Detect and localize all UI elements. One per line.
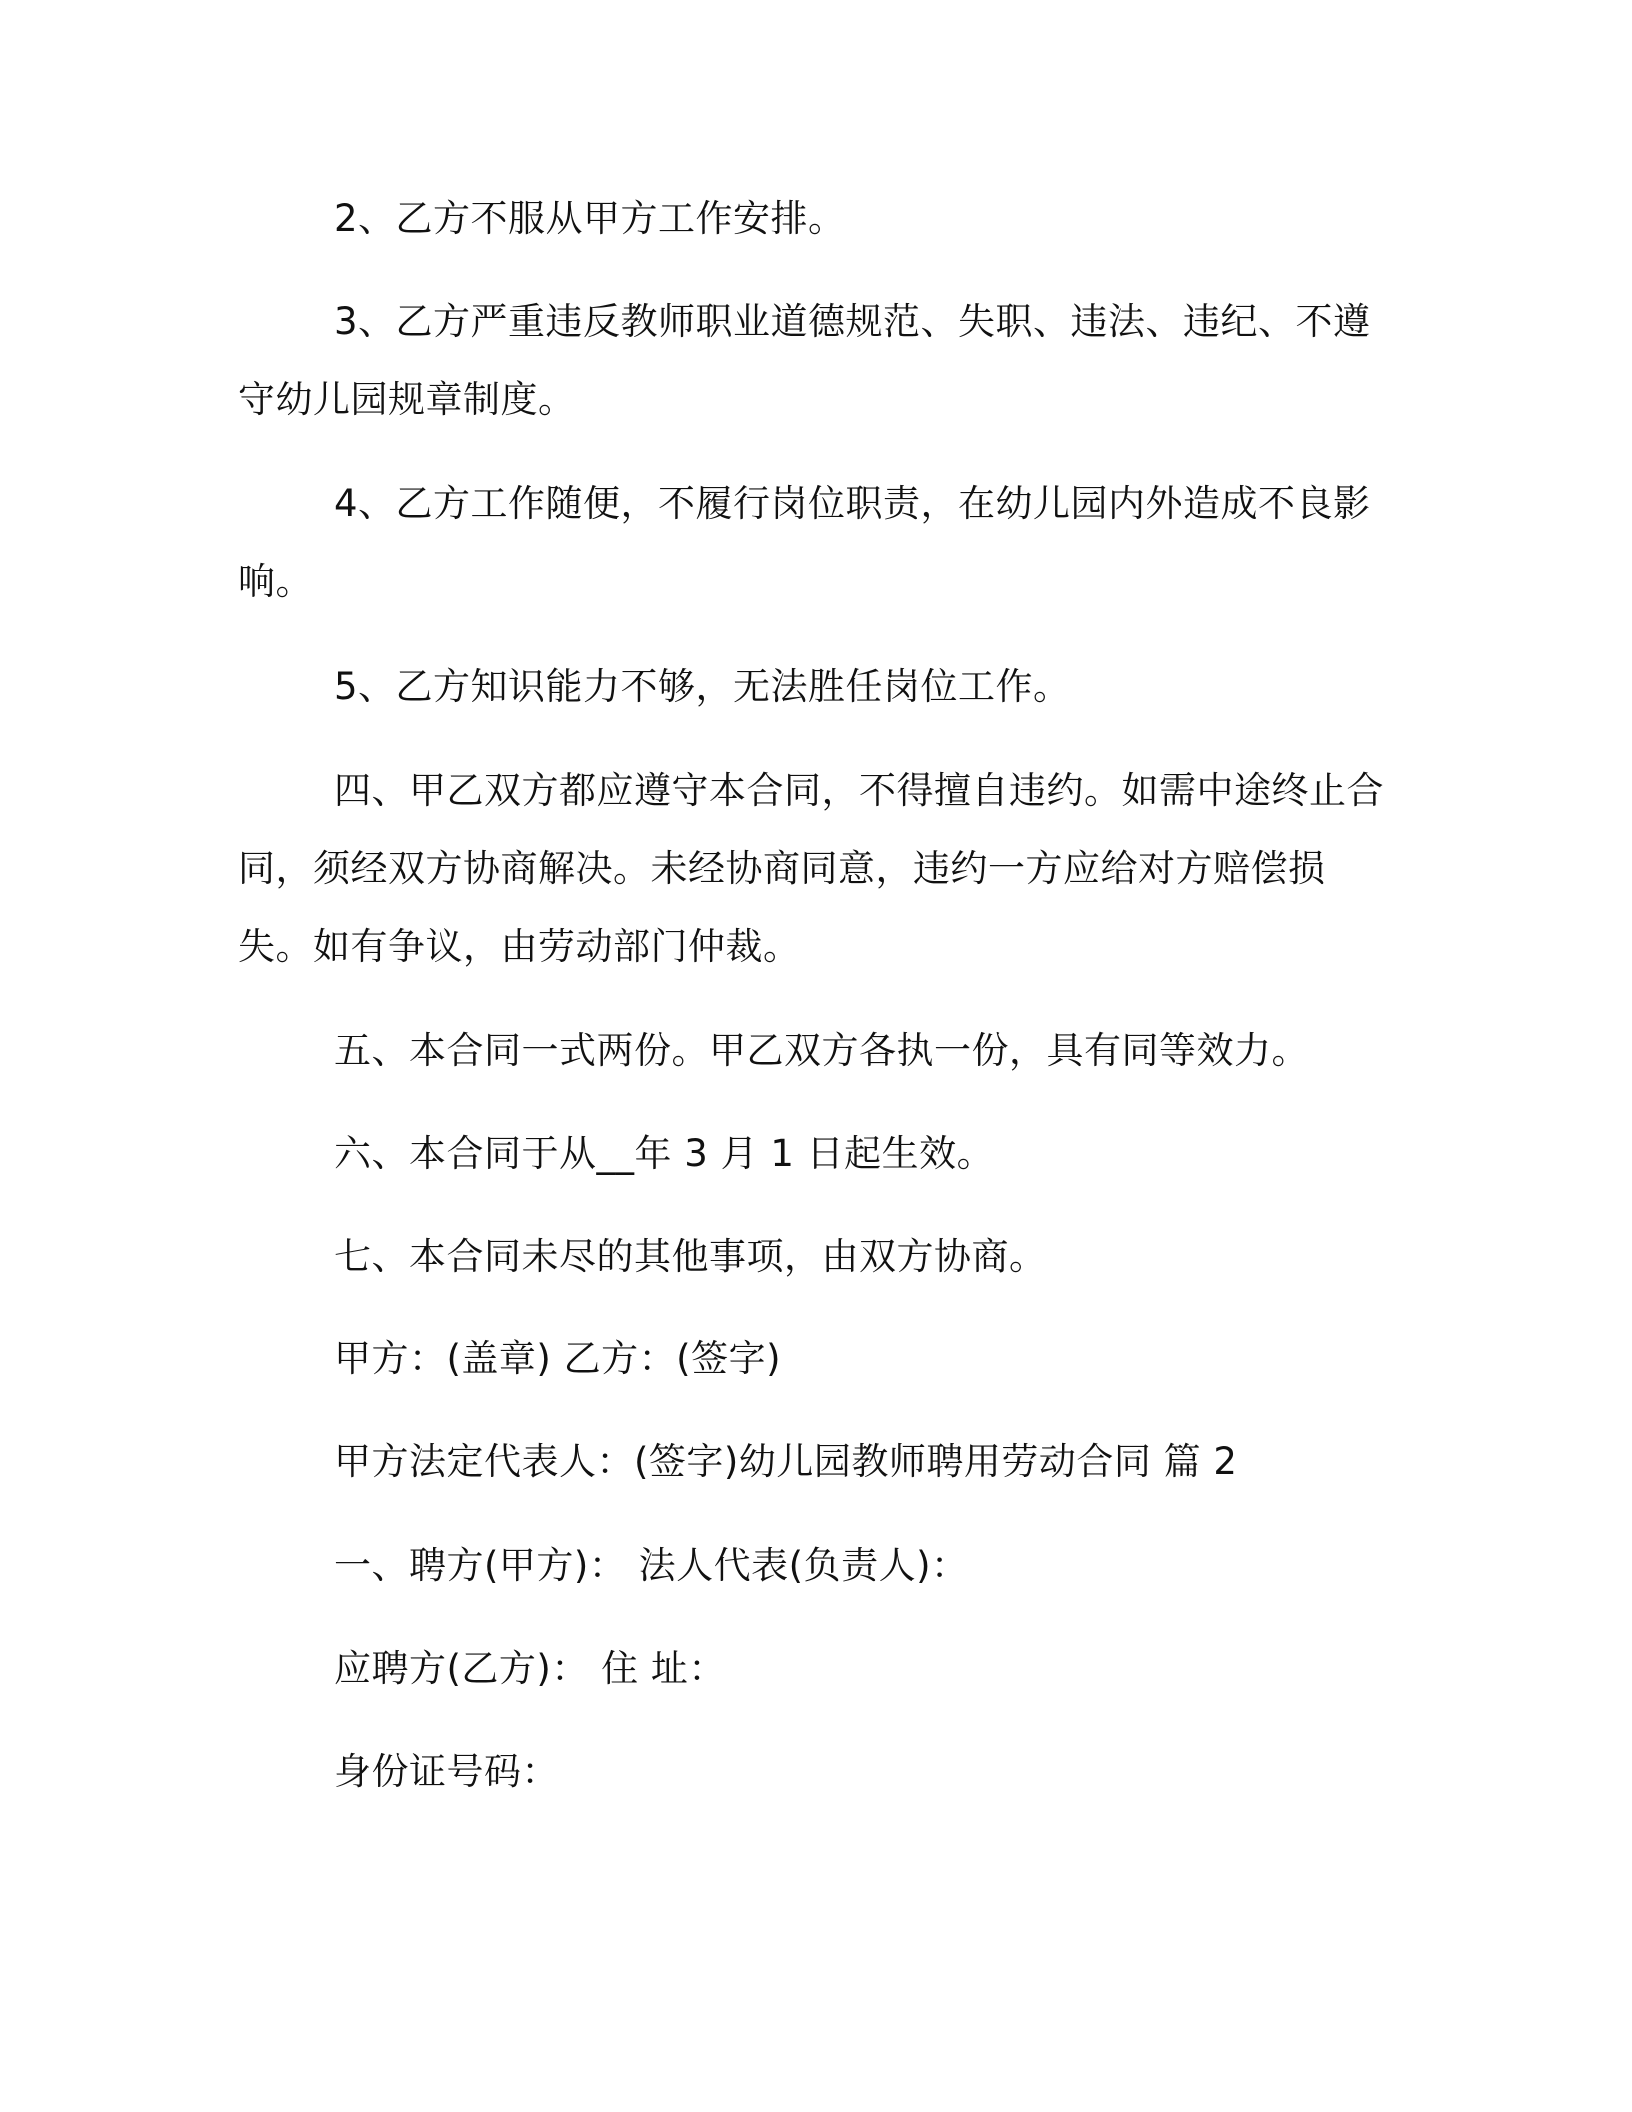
article-6: 六、本合同于从__年 3 月 1 日起生效。 [334,1132,995,1175]
article-5: 五、本合同一式两份。甲乙双方各执一份，具有同等效力。 [334,1029,1309,1072]
clause-2: 2、乙方不服从甲方工作安排。 [334,197,846,240]
article-7: 七、本合同未尽的其他事项，由双方协商。 [334,1235,1047,1278]
clause-3: 3、乙方严重违反教师职业道德规范、失职、违法、违纪、不遵守幼儿园规章制度。 [238,300,1371,421]
id-number-line: 身份证号码： [334,1750,559,1793]
clause-5: 5、乙方知识能力不够，无法胜任岗位工作。 [334,665,1071,708]
employee-line: 应聘方(乙方)： 住 址： [334,1647,726,1690]
signature-line: 甲方：(盖章) 乙方：(签字) [334,1337,782,1380]
article-4: 四、甲乙双方都应遵守本合同，不得擅自违约。如需中途终止合同，须经双方协商解决。未经协商同意，违约一方应给对方赔偿损失。如有争议，由劳动部门仲裁。 [238,769,1384,968]
clause-4: 4、乙方工作随便，不履行岗位职责，在幼儿园内外造成不良影响。 [238,482,1371,603]
employer-line: 一、聘方(甲方)： 法人代表(负责人)： [334,1544,969,1587]
legal-representative-line: 甲方法定代表人：(签字)幼儿园教师聘用劳动合同 篇 2 [334,1440,1238,1483]
